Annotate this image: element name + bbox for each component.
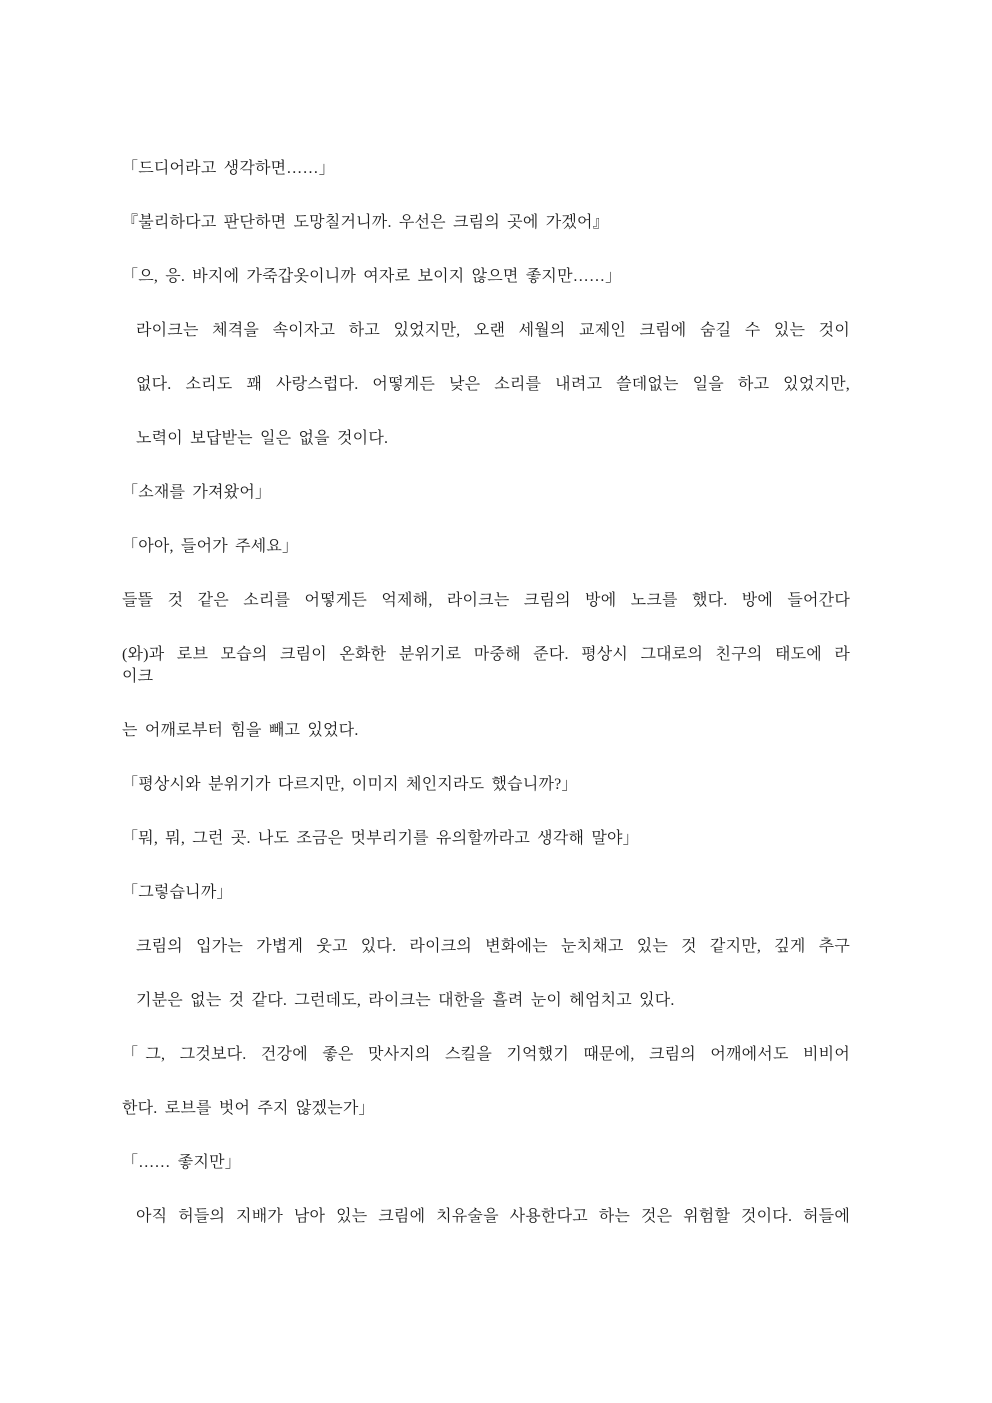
- text-line: 「그, 그것보다. 건강에 좋은 맛사지의 스킬을 기억했기 때문에, 크림의 어깨에서도 비비어: [122, 1046, 850, 1063]
- document-body: [122, 158, 850, 1260]
- text-line: 「드디어라고 생각하면……」: [122, 160, 335, 177]
- text-line: 「으, 응. 바지에 가죽갑옷이니까 여자로 보이지 않으면 좋지만……」: [122, 268, 622, 285]
- text-line: 들뜰 것 같은 소리를 어떻게든 억제해, 라이크는 크림의 방에 노크를 했다. 방에 들어간다: [122, 592, 850, 609]
- text-line: 『불리하다고 판단하면 도망칠거니까. 우선은 크림의 곳에 가겠어』: [122, 214, 609, 231]
- text-line: 기분은 없는 것 같다. 그런데도, 라이크는 대한을 흘려 눈이 헤엄치고 있다.: [136, 992, 675, 1009]
- text-line: 크림의 입가는 가볍게 웃고 있다. 라이크의 변화에는 눈치채고 있는 것 같지만, 깊게 추구: [136, 938, 850, 955]
- text-line: 라이크는 체격을 속이자고 하고 있었지만, 오랜 세월의 교제인 크림에 숨길 수 있는 것이: [136, 322, 850, 339]
- text-line: 「…… 좋지만」: [122, 1154, 241, 1171]
- text-line: 「뭐, 뭐, 그런 곳. 나도 조금은 멋부리기를 유의할까라고 생각해 말야」: [122, 830, 639, 847]
- text-line: 「그렇습니까」: [122, 884, 233, 901]
- text-line: (와)과 로브 모습의 크림이 온화한 분위기로 마중해 준다. 평상시 그대로의 친구의 태도에 라: [122, 646, 850, 663]
- text-line: 이크: [122, 668, 154, 685]
- text-line: 는 어깨로부터 힘을 빼고 있었다.: [122, 722, 359, 739]
- text-line: 없다. 소리도 꽤 사랑스럽다. 어떻게든 낮은 소리를 내려고 쓸데없는 일을 하고 있었지만,: [136, 376, 850, 393]
- text-line: 「평상시와 분위기가 다르지만, 이미지 체인지라도 했습니까?」: [122, 776, 578, 793]
- text-line: 아직 허들의 지배가 남아 있는 크림에 치유술을 사용한다고 하는 것은 위험할 것이다. 허들에: [136, 1208, 850, 1225]
- text-line: 한다. 로브를 벗어 주지 않겠는가」: [122, 1100, 375, 1117]
- text-line: 「소재를 가져왔어」: [122, 484, 272, 501]
- text-line: 「아아, 들어가 주세요」: [122, 538, 299, 555]
- text-line: 노력이 보답받는 일은 없을 것이다.: [136, 430, 389, 447]
